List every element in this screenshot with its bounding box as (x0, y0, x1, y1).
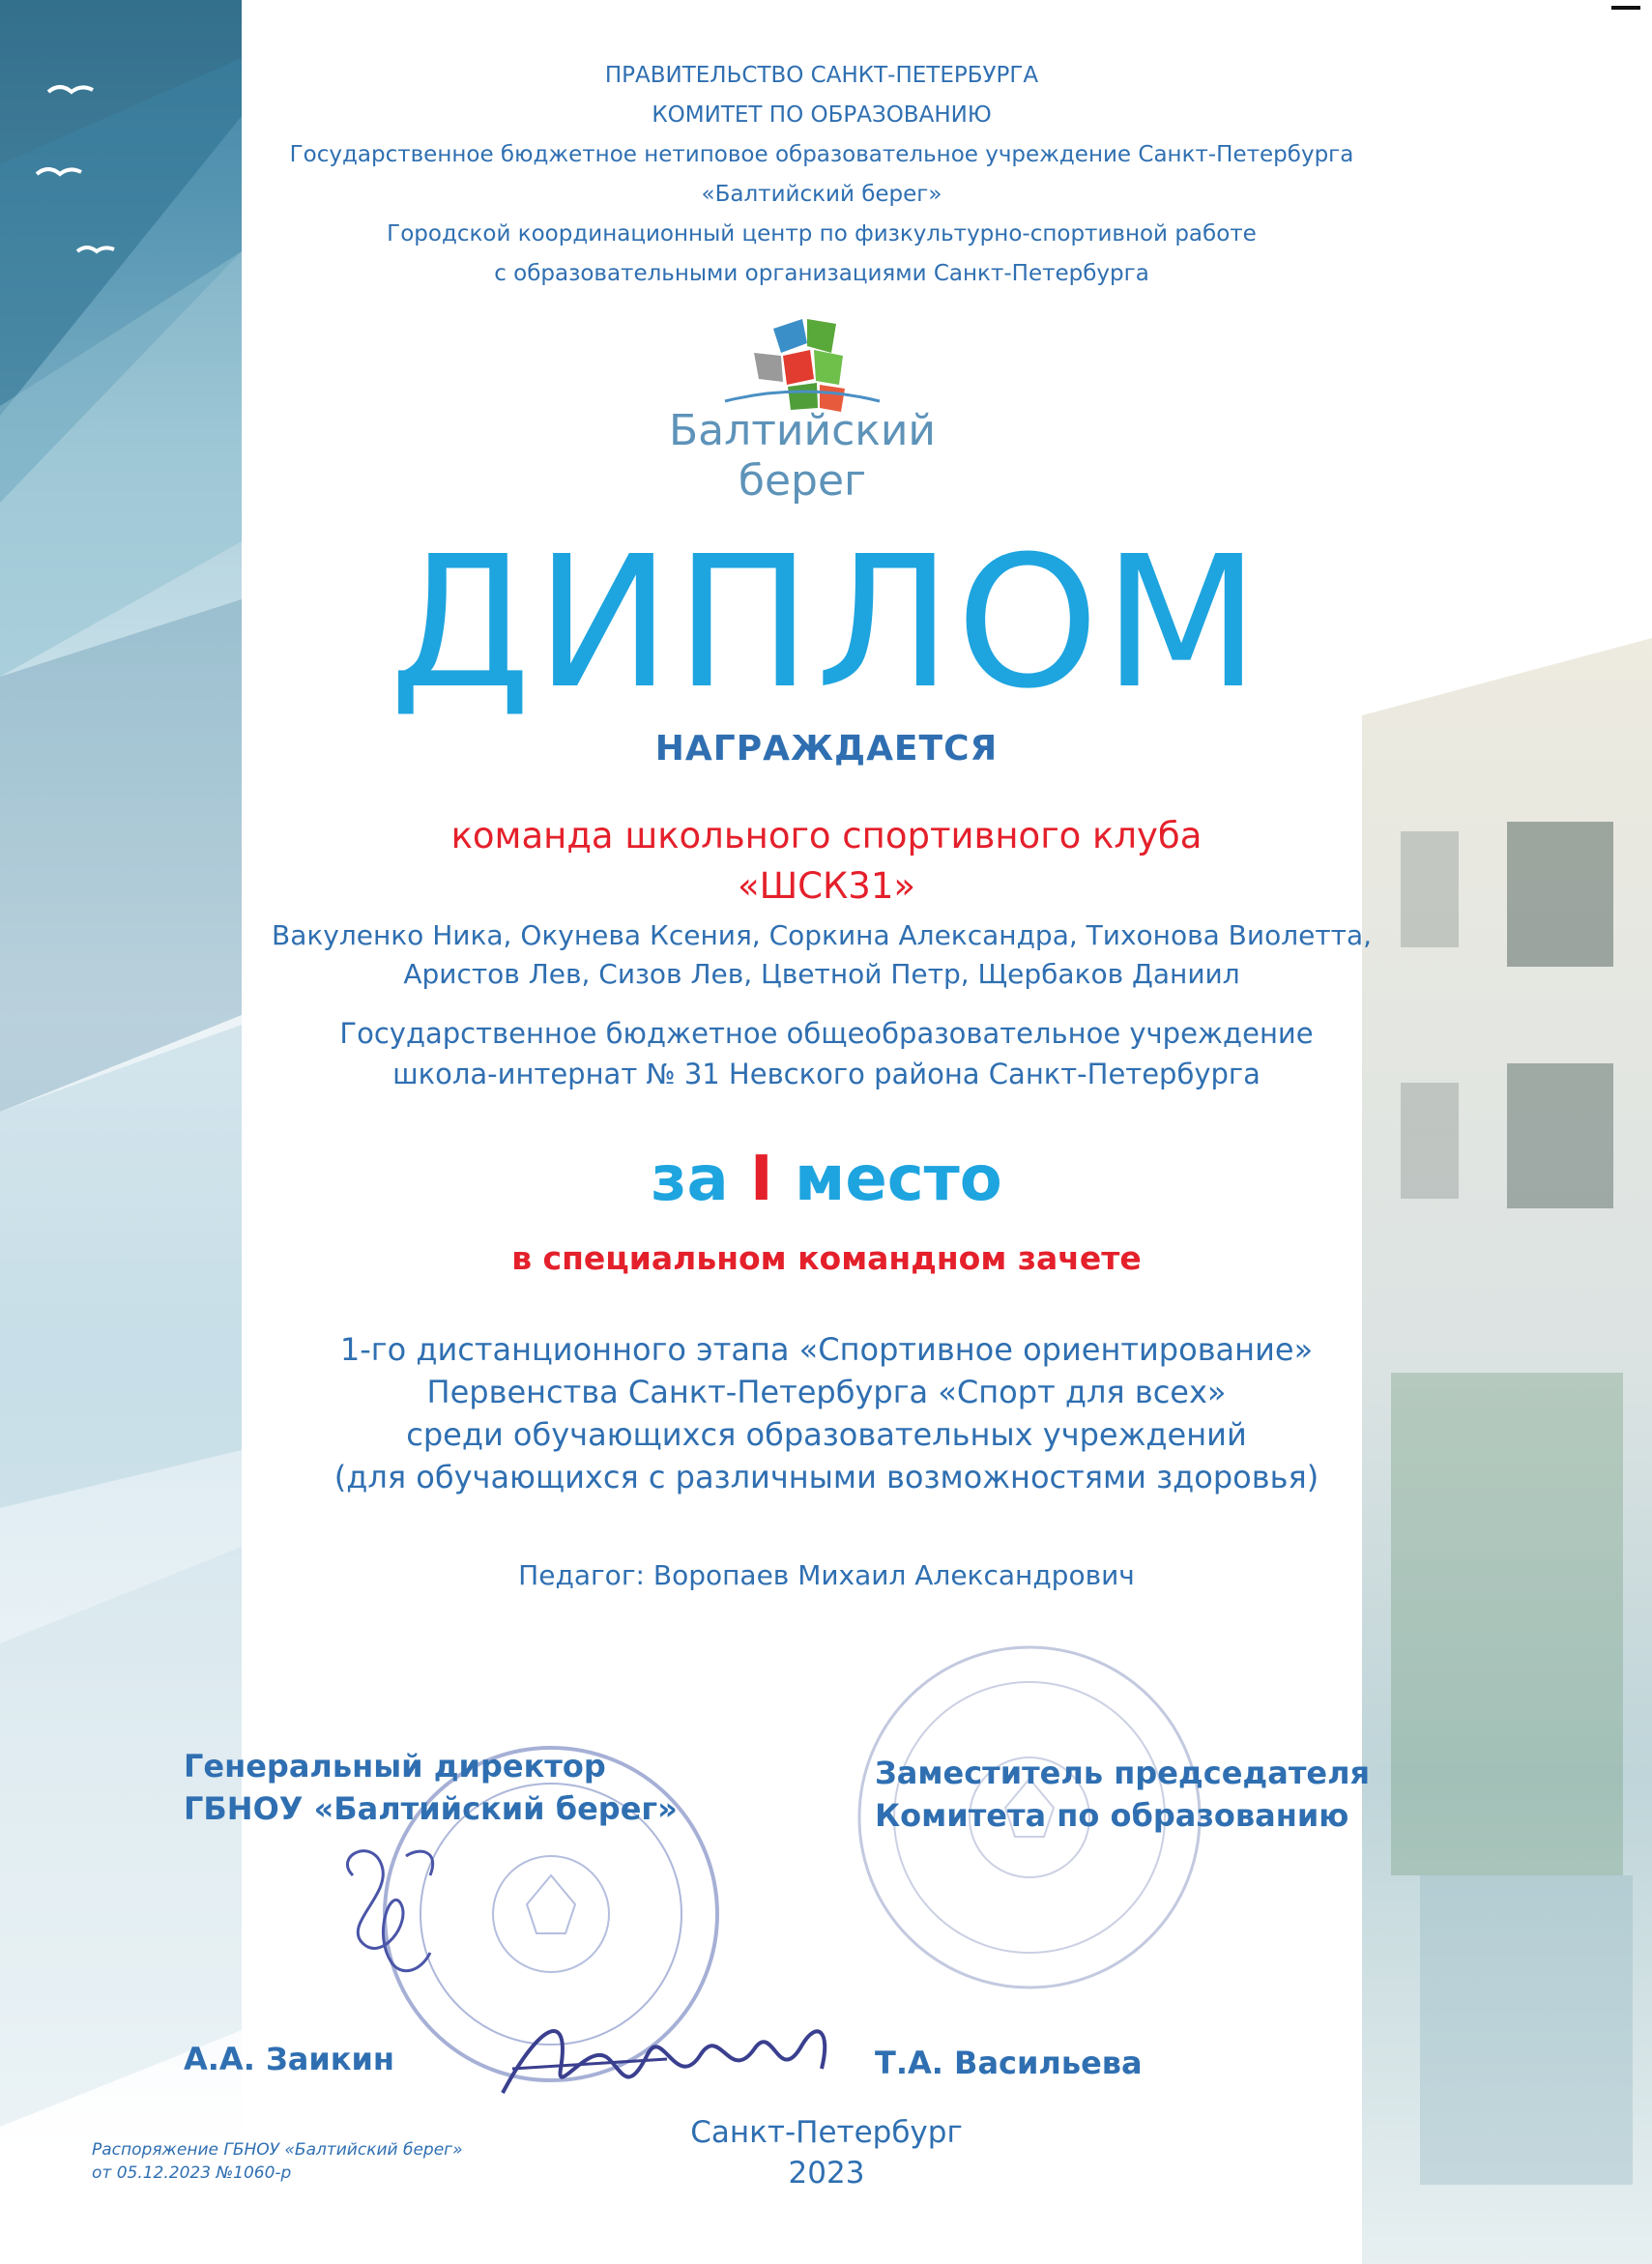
header-center-cont: с образовательными организациями Санкт-Петербурга (494, 261, 1149, 286)
team-description: команда школьного спортивного клуба (450, 815, 1203, 856)
deputy-signature (483, 2001, 909, 2117)
order-line2: от 05.12.2023 №1060-р (92, 2163, 292, 2183)
director-title-line2: ГБНОУ «Балтийский берег» (184, 1790, 678, 1827)
place-award (290, 1141, 1363, 1218)
director-title-line1: Генеральный директор (184, 1748, 606, 1785)
teacher: Педагог: Воропаев Михаил Александрович (518, 1559, 1135, 1591)
team-members (222, 916, 1421, 994)
director-name: А.А. Заикин (184, 2041, 394, 2077)
order-line1: Распоряжение ГБНОУ «Балтийский берег» (92, 2140, 463, 2160)
school-line-2: школа-интернат № 31 Невского района Санкт-Петербурга (392, 1058, 1261, 1090)
members-line-2: Аристов Лев, Сизов Лев, Цветной Петр, Щербаков Даниил (403, 958, 1240, 990)
left-decoration-pattern (0, 0, 242, 2264)
awarded-heading: НАГРАЖДАЕТСЯ (654, 729, 999, 769)
deputy-title-line2: Комитета по образованию (875, 1797, 1349, 1834)
header-committee: КОМИТЕТ ПО ОБРАЗОВАНИЮ (652, 102, 992, 128)
award-category: в специальном командном зачете (511, 1239, 1142, 1277)
header-center: Городской координационный центр по физкультурно-спортивной работе (387, 221, 1257, 247)
place-prefix: за (651, 1144, 729, 1215)
director-signature (314, 1817, 459, 2001)
header-institution-name: «Балтийский берег» (701, 182, 942, 207)
header-institution: Государственное бюджетное нетиповое образовательное учреждение Санкт-Петербурга (289, 142, 1354, 167)
deputy-title-line1: Заместитель председателя (875, 1755, 1371, 1791)
header-government: ПРАВИТЕЛЬСТВО САНКТ-ПЕТЕРБУРГА (604, 63, 1039, 88)
deputy-name: Т.А. Васильева (875, 2045, 1143, 2081)
event-line: Первенства Санкт-Петербурга «Спорт для всех» (426, 1374, 1227, 1410)
deputy-title (875, 1752, 1416, 1837)
logo-text-line2: берег (738, 456, 867, 506)
school-name (242, 1013, 1411, 1094)
event-line: (для обучающихся с различными возможностями здоровья) (333, 1459, 1319, 1495)
club-name: «ШСК31» (737, 865, 916, 907)
logo-text-line1: Балтийский (668, 406, 937, 455)
diploma-title: ДИПЛОМ (389, 517, 1264, 729)
city: Санкт-Петербург (690, 2115, 963, 2150)
event-line: среди обучающихся образовательных учреждений (406, 1416, 1247, 1453)
logo-text (638, 406, 967, 507)
event-line: 1-го дистанционного этапа «Спортивное ориентирование» (339, 1331, 1314, 1368)
scan-mark (1611, 6, 1640, 10)
place-suffix: место (795, 1144, 1002, 1215)
order-reference (92, 2138, 556, 2185)
event-description (222, 1328, 1431, 1498)
members-line-1: Вакуленко Ника, Окунева Ксения, Соркина Александра, Тихонова Виолетта, (271, 919, 1373, 951)
place-number: I (749, 1144, 773, 1215)
year: 2023 (788, 2156, 865, 2191)
header (222, 56, 1421, 294)
school-line-1: Государственное бюджетное общеобразовательное учреждение (339, 1017, 1314, 1050)
